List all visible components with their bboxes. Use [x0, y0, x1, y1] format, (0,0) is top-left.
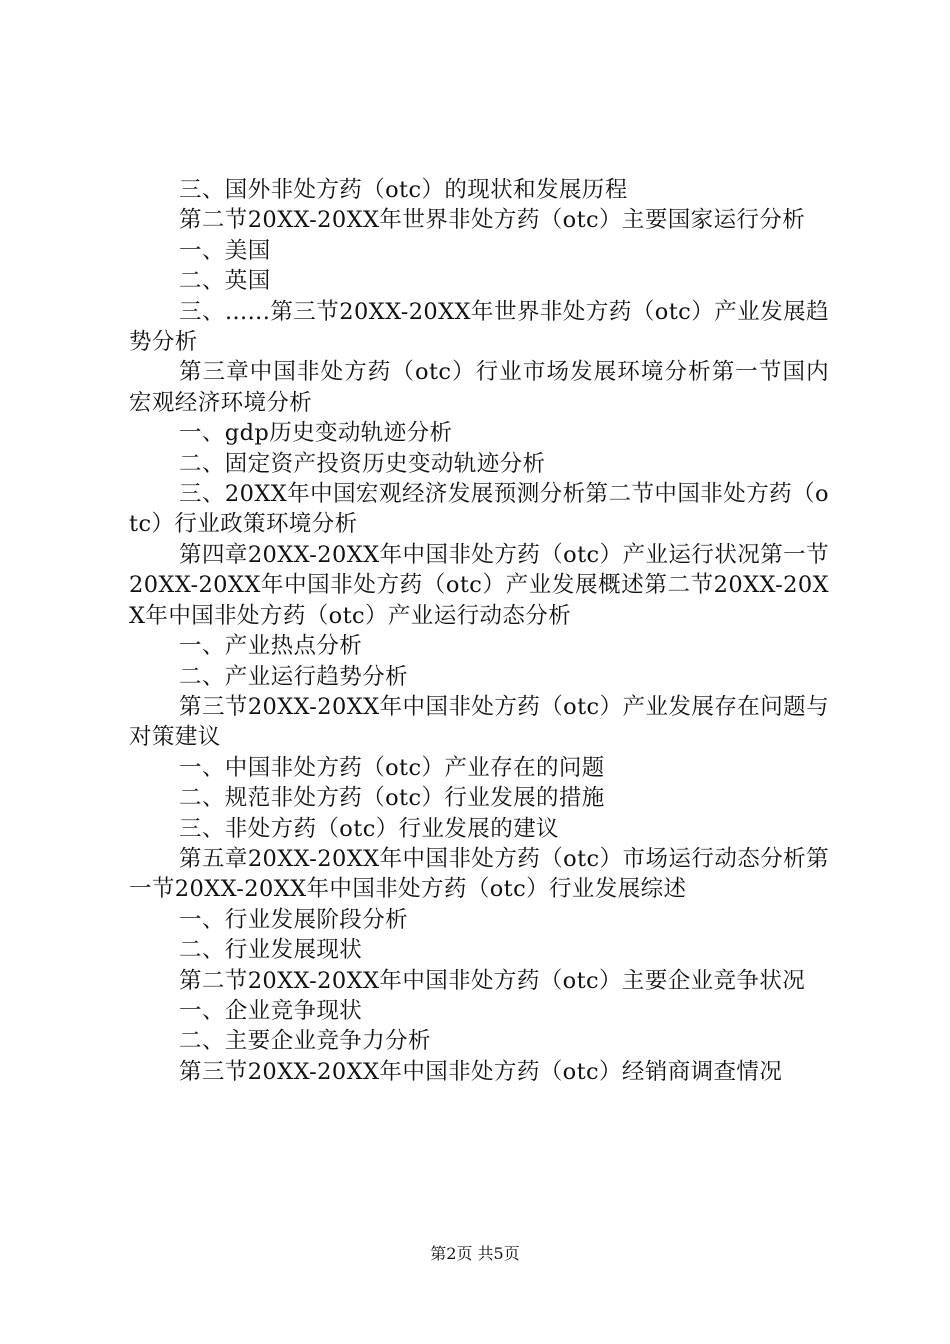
paragraph: 一、中国非处方药（otc）产业存在的问题: [179, 754, 605, 781]
paragraph: 三、......第三节20XX-20XX年世界非处方药（otc）产业发展趋势分析: [129, 298, 829, 356]
paragraph: 一、企业竞争现状: [179, 997, 363, 1024]
paragraph: 二、固定资产投资历史变动轨迹分析: [179, 450, 546, 477]
paragraph: 二、主要企业竞争力分析: [179, 1028, 431, 1055]
paragraph: 一、gdp历史变动轨迹分析: [179, 420, 453, 447]
paragraph: 第二节20XX-20XX年中国非处方药（otc）主要企业竞争状况: [179, 967, 806, 994]
paragraph: 二、英国: [179, 268, 271, 295]
paragraph: 第二节20XX-20XX年世界非处方药（otc）主要国家运行分析: [179, 207, 806, 234]
paragraph: 一、产业热点分析: [179, 633, 363, 660]
paragraph: 三、非处方药（otc）行业发展的建议: [179, 815, 559, 842]
paragraph: 三、20XX年中国宏观经济发展预测分析第二节中国非处方药（otc）行业政策环境分析: [129, 481, 829, 538]
paragraph: 二、规范非处方药（otc）行业发展的措施: [179, 785, 605, 812]
paragraph: 第四章20XX-20XX年中国非处方药（otc）产业运行状况第一节20XX-20XX年中国非处方药（otc）产业发展概述第二节20XX-20XX年中国非处方药（otc）产业运行动态分析: [129, 541, 829, 629]
page-number-footer: 第2页 共5页: [430, 1244, 520, 1263]
document-body: [129, 175, 829, 1087]
paragraph: 三、国外非处方药（otc）的现状和发展历程: [179, 177, 628, 203]
paragraph: 第三节20XX-20XX年中国非处方药（otc）经销商调查情况: [179, 1058, 783, 1085]
paragraph: 第三节20XX-20XX年中国非处方药（otc）产业发展存在问题与对策建议: [129, 693, 829, 751]
paragraph: 二、行业发展现状: [179, 937, 363, 964]
paragraph: 二、产业运行趋势分析: [179, 663, 409, 690]
paragraph: 一、美国: [179, 237, 271, 264]
paragraph: 一、行业发展阶段分析: [179, 906, 409, 933]
paragraph: 第五章20XX-20XX年中国非处方药（otc）市场运行动态分析第一节20XX-20XX年中国非处方药（otc）行业发展综述: [129, 845, 829, 903]
paragraph: 第三章中国非处方药（otc）行业市场发展环境分析第一节国内宏观经济环境分析: [129, 359, 829, 416]
